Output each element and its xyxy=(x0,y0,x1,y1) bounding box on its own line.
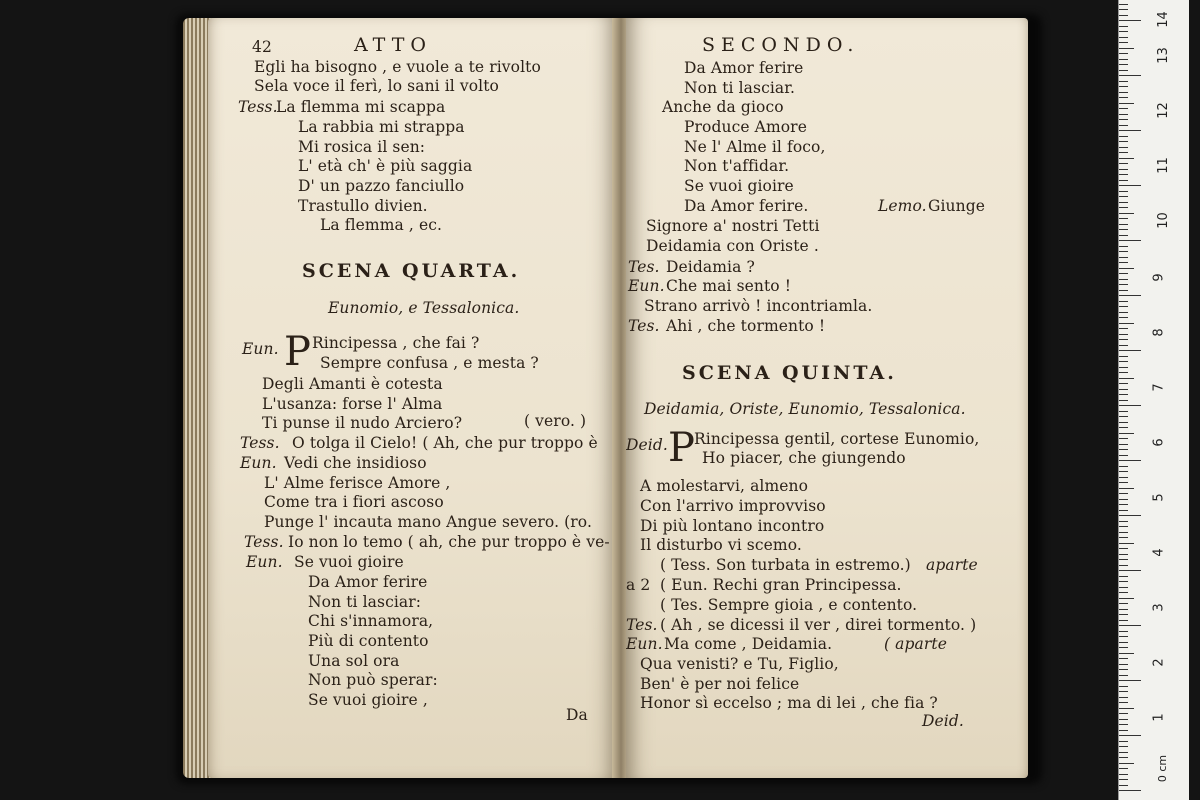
ruler-tick xyxy=(1119,125,1128,126)
ruler-tick xyxy=(1119,768,1128,769)
ruler-tick xyxy=(1119,499,1128,500)
ruler-tick xyxy=(1119,301,1128,302)
left-page xyxy=(208,18,616,778)
ruler-tick xyxy=(1119,427,1128,428)
text-line: ( Tess. Son turbata in estremo.) xyxy=(660,556,911,574)
text-line: Honor sì eccelso ; ma di lei , che fia ? xyxy=(640,694,938,712)
scene-persons: Deidamia, Oriste, Eunomio, Tessalonica. xyxy=(644,400,966,418)
ruler-tick xyxy=(1119,196,1128,197)
speaker-name: Eun. xyxy=(240,454,277,472)
catchword: Deid. xyxy=(922,712,964,730)
ruler-tick xyxy=(1119,174,1128,175)
text-line: Se vuoi gioire xyxy=(294,553,404,571)
speaker-name: Tess. xyxy=(240,434,280,452)
ruler-tick xyxy=(1119,592,1128,593)
ruler-tick xyxy=(1119,136,1128,137)
text-line: La rabbia mi strappa xyxy=(298,118,465,136)
text-line: Signore a' nostri Tetti xyxy=(646,217,820,235)
ruler-tick xyxy=(1119,53,1128,54)
ruler-tick xyxy=(1119,48,1134,49)
ruler-number: 13 xyxy=(1155,47,1171,64)
text-line: O tolga il Cielo! ( Ah, che pur troppo è xyxy=(292,434,598,452)
ruler-tick xyxy=(1119,213,1134,214)
text-line: Deidamia ? xyxy=(666,258,755,276)
ruler-tick xyxy=(1119,471,1128,472)
text-line: Di più lontano incontro xyxy=(640,517,825,535)
ruler-tick xyxy=(1119,224,1128,225)
ruler-tick xyxy=(1119,31,1128,32)
ruler-unit: 0 cm xyxy=(1156,754,1170,783)
ruler-tick xyxy=(1119,664,1128,665)
ruler-tick xyxy=(1119,746,1128,747)
ruler-tick xyxy=(1119,510,1128,511)
running-head: SECONDO. xyxy=(702,34,860,56)
text-line: Ne l' Alme il foco, xyxy=(684,138,826,156)
ruler-tick xyxy=(1119,537,1128,538)
text-line: Ti punse il nudo Arciero? xyxy=(262,414,463,432)
ruler-tick xyxy=(1119,64,1128,65)
ruler-tick xyxy=(1119,614,1128,615)
ruler-tick xyxy=(1119,290,1128,291)
ruler-tick xyxy=(1119,504,1128,505)
ruler-tick xyxy=(1119,262,1128,263)
ruler-tick xyxy=(1119,702,1128,703)
aside-note: ( vero. ) xyxy=(524,412,587,430)
ruler-tick xyxy=(1119,86,1128,87)
text-line: Non ti lasciar: xyxy=(308,593,422,611)
ruler-number: 12 xyxy=(1155,102,1171,119)
ruler-tick xyxy=(1119,240,1141,241)
text-line: Rincipessa gentil, cortese Eunomio, xyxy=(694,430,980,448)
text-line: Strano arrivò ! incontriamla. xyxy=(644,297,873,315)
ruler-tick xyxy=(1119,548,1128,549)
speaker-name: Eun. xyxy=(242,340,279,358)
ruler-tick xyxy=(1119,493,1128,494)
ruler-tick xyxy=(1119,521,1128,522)
text-line: Sela voce il ferì, lo sani il volto xyxy=(254,77,499,95)
ruler-tick xyxy=(1119,565,1128,566)
text-line: Io non lo temo ( ah, che pur troppo è ve- xyxy=(288,533,610,551)
ruler-tick xyxy=(1119,554,1128,555)
text-line: Se vuoi gioire , xyxy=(308,691,428,709)
ruler-tick xyxy=(1119,185,1141,186)
ruler-tick xyxy=(1119,378,1134,379)
text-line: Produce Amore xyxy=(684,118,807,136)
ruler-tick xyxy=(1119,312,1128,313)
ruler-tick xyxy=(1119,218,1128,219)
measurement-ruler xyxy=(1118,0,1189,800)
ruler-tick xyxy=(1119,526,1128,527)
ruler-tick xyxy=(1119,317,1128,318)
text-line: L' età ch' è più saggia xyxy=(298,157,473,175)
ruler-tick xyxy=(1119,284,1128,285)
ruler-number: 14 xyxy=(1155,11,1171,28)
ruler-number: 8 xyxy=(1151,328,1167,337)
ruler-tick xyxy=(1119,273,1128,274)
ruler-tick xyxy=(1119,658,1128,659)
text-line: Come tra i fiori ascoso xyxy=(264,493,444,511)
ruler-tick xyxy=(1119,158,1134,159)
speaker-name: Deid. xyxy=(626,436,668,454)
ruler-tick xyxy=(1119,130,1141,131)
text-line: L'usanza: forse l' Alma xyxy=(262,395,443,413)
text-line: Non può sperar: xyxy=(308,671,438,689)
text-line: Con l'arrivo improvviso xyxy=(640,497,826,515)
ruler-tick xyxy=(1119,26,1128,27)
ruler-tick xyxy=(1119,691,1128,692)
drop-capital: P xyxy=(668,425,696,471)
text-line: Il disturbo vi scemo. xyxy=(640,536,802,554)
ruler-tick xyxy=(1119,246,1128,247)
ruler-number: 2 xyxy=(1151,658,1167,667)
ruler-tick xyxy=(1119,642,1128,643)
text-line: Egli ha bisogno , e vuole a te rivolto xyxy=(254,58,541,76)
ruler-tick xyxy=(1119,752,1128,753)
text-line: Ahi , che tormento ! xyxy=(666,317,826,335)
ruler-number: 11 xyxy=(1155,157,1171,174)
ruler-tick xyxy=(1119,42,1128,43)
ruler-tick xyxy=(1119,147,1128,148)
aside-note: aparte xyxy=(926,556,978,574)
ruler-number: 7 xyxy=(1151,383,1167,392)
ruler-tick xyxy=(1119,724,1128,725)
ruler-tick xyxy=(1119,323,1134,324)
speaker-name: Eun. xyxy=(246,553,283,571)
text-line: Anche da gioco xyxy=(662,98,784,116)
ruler-tick xyxy=(1119,9,1128,10)
ruler-tick xyxy=(1119,119,1128,120)
ruler-tick xyxy=(1119,257,1128,258)
ruler-tick xyxy=(1119,152,1128,153)
ruler-tick xyxy=(1119,15,1128,16)
text-line: Sempre confusa , e mesta ? xyxy=(320,354,539,372)
ruler-number: 4 xyxy=(1151,548,1167,557)
text-line: L' Alme ferisce Amore , xyxy=(264,474,451,492)
ruler-tick xyxy=(1119,20,1141,21)
ruler-number: 10 xyxy=(1155,212,1171,229)
speaker-name: Tes. xyxy=(628,317,660,335)
ruler-tick xyxy=(1119,680,1141,681)
ruler-tick xyxy=(1119,779,1128,780)
ruler-tick xyxy=(1119,466,1128,467)
ruler-tick xyxy=(1119,587,1128,588)
ruler-tick xyxy=(1119,422,1128,423)
ruler-tick xyxy=(1119,235,1128,236)
ruler-tick xyxy=(1119,180,1128,181)
ruler-tick xyxy=(1119,735,1141,736)
ruler-tick xyxy=(1119,757,1128,758)
text-line: ( Tes. Sempre gioia , e contento. xyxy=(660,596,918,614)
ruler-tick xyxy=(1119,449,1128,450)
speaker-name: Tes. xyxy=(626,616,658,634)
ruler-tick xyxy=(1119,719,1128,720)
ruler-tick xyxy=(1119,444,1128,445)
ruler-tick xyxy=(1119,92,1128,93)
ruler-tick xyxy=(1119,103,1134,104)
ruler-tick xyxy=(1119,477,1128,478)
speaker-name: Tess. xyxy=(238,98,278,116)
ruler-tick xyxy=(1119,488,1134,489)
ruler-tick xyxy=(1119,647,1128,648)
ruler-tick xyxy=(1119,708,1134,709)
catchword: Da xyxy=(566,706,588,724)
text-line: Mi rosica il sen: xyxy=(298,138,426,156)
ruler-tick xyxy=(1119,339,1128,340)
ruler-tick xyxy=(1119,108,1128,109)
ruler-tick xyxy=(1119,609,1128,610)
text-line: Non ti lasciar. xyxy=(684,79,796,97)
ruler-tick xyxy=(1119,559,1128,560)
ruler-tick xyxy=(1119,202,1128,203)
drop-capital: P xyxy=(284,329,312,375)
scene-persons: Eunomio, e Tessalonica. xyxy=(328,299,520,317)
ruler-tick xyxy=(1119,114,1128,115)
ruler-tick xyxy=(1119,328,1128,329)
text-line: Degli Amanti è cotesta xyxy=(262,375,443,393)
ruler-tick xyxy=(1119,532,1128,533)
ruler-tick xyxy=(1119,141,1128,142)
ruler-tick xyxy=(1119,603,1128,604)
ruler-tick xyxy=(1119,730,1128,731)
ruler-tick xyxy=(1119,438,1128,439)
ruler-tick xyxy=(1119,163,1128,164)
text-line: D' un pazzo fanciullo xyxy=(298,177,465,195)
right-page xyxy=(626,18,1028,778)
aside-note: ( aparte xyxy=(884,635,947,653)
text-line: Da Amor ferire xyxy=(308,573,428,591)
text-line: ( Ah , se dicessi il ver , direi tormento. ) xyxy=(660,616,977,634)
ruler-tick xyxy=(1119,570,1141,571)
ruler-tick xyxy=(1119,37,1128,38)
ruler-tick xyxy=(1119,636,1128,637)
ruler-tick xyxy=(1119,620,1128,621)
ruler-tick xyxy=(1119,169,1128,170)
text-line: Se vuoi gioire xyxy=(684,177,794,195)
ruler-tick xyxy=(1119,790,1141,791)
ruler-tick xyxy=(1119,207,1128,208)
text-line: Giunge xyxy=(928,197,985,215)
ruler-tick xyxy=(1119,411,1128,412)
text-line: Rincipessa , che fai ? xyxy=(312,334,480,352)
ruler-tick xyxy=(1119,697,1128,698)
speaker-name: Tes. xyxy=(628,258,660,276)
ruler-tick xyxy=(1119,4,1128,5)
ruler-tick xyxy=(1119,394,1128,395)
a2-marker: a 2 xyxy=(626,576,651,594)
ruler-tick xyxy=(1119,675,1128,676)
text-line: Qua venisti? e Tu, Figlio, xyxy=(640,655,839,673)
ruler-number: 9 xyxy=(1151,273,1167,282)
ruler-tick xyxy=(1119,400,1128,401)
running-head: ATTO xyxy=(354,34,432,56)
text-line: Che mai sento ! xyxy=(666,277,792,295)
ruler-tick xyxy=(1119,306,1128,307)
ruler-tick xyxy=(1119,97,1128,98)
ruler-tick xyxy=(1119,251,1128,252)
text-line: Ben' è per noi felice xyxy=(640,675,800,693)
ruler-tick xyxy=(1119,389,1128,390)
ruler-tick xyxy=(1119,295,1141,296)
ruler-tick xyxy=(1119,356,1128,357)
ruler-tick xyxy=(1119,625,1141,626)
ruler-tick xyxy=(1119,345,1128,346)
speaker-name: Lemo. xyxy=(878,197,927,215)
text-line: Ho piacer, che giungendo xyxy=(702,449,906,467)
ruler-tick xyxy=(1119,279,1128,280)
ruler-tick xyxy=(1119,576,1128,577)
text-line: Punge l' incauta mano Angue severo. (ro. xyxy=(264,513,592,531)
text-line: A molestarvi, almeno xyxy=(640,477,809,495)
text-line: ( Eun. Rechi gran Principessa. xyxy=(660,576,902,594)
ruler-tick xyxy=(1119,59,1128,60)
text-line: Una sol ora xyxy=(308,652,400,670)
text-line: La flemma , ec. xyxy=(320,216,443,234)
ruler-number: 3 xyxy=(1151,603,1167,612)
ruler-number: 5 xyxy=(1151,493,1167,502)
text-line: Non t'affidar. xyxy=(684,157,790,175)
ruler-tick xyxy=(1119,81,1128,82)
ruler-tick xyxy=(1119,713,1128,714)
ruler-tick xyxy=(1119,383,1128,384)
text-line: Vedi che insidioso xyxy=(284,454,427,472)
ruler-tick xyxy=(1119,433,1134,434)
speaker-name: Eun. xyxy=(628,277,665,295)
ruler-tick xyxy=(1119,686,1128,687)
text-line: La flemma mi scappa xyxy=(276,98,446,116)
ruler-tick xyxy=(1119,229,1128,230)
ruler-tick xyxy=(1119,455,1128,456)
text-line: Deidamia con Oriste . xyxy=(646,237,819,255)
scene-title: SCENA QUINTA. xyxy=(682,362,897,384)
ruler-tick xyxy=(1119,763,1134,764)
ruler-tick xyxy=(1119,334,1128,335)
ruler-number: 1 xyxy=(1151,713,1167,722)
ruler-tick xyxy=(1119,482,1128,483)
scene-title: SCENA QUARTA. xyxy=(302,260,521,282)
ruler-tick xyxy=(1119,268,1134,269)
text-line: Ma come , Deidamia. xyxy=(664,635,833,653)
ruler-tick xyxy=(1119,515,1141,516)
speaker-name: Tess. xyxy=(244,533,284,551)
page-number: 42 xyxy=(252,38,272,56)
ruler-tick xyxy=(1119,741,1128,742)
ruler-tick xyxy=(1119,75,1141,76)
ruler-tick xyxy=(1119,361,1128,362)
ruler-tick xyxy=(1119,543,1134,544)
ruler-tick xyxy=(1119,669,1128,670)
ruler-tick xyxy=(1119,785,1128,786)
text-line: Più di contento xyxy=(308,632,429,650)
ruler-tick xyxy=(1119,631,1128,632)
text-line: Da Amor ferire xyxy=(684,59,804,77)
speaker-name: Eun. xyxy=(626,635,663,653)
text-line: Da Amor ferire. xyxy=(684,197,809,215)
ruler-number: 6 xyxy=(1151,438,1167,447)
ruler-tick xyxy=(1119,191,1128,192)
ruler-tick xyxy=(1119,70,1128,71)
text-line: Chi s'innamora, xyxy=(308,612,434,630)
ruler-tick xyxy=(1119,581,1128,582)
ruler-tick xyxy=(1119,416,1128,417)
ruler-tick xyxy=(1119,653,1134,654)
ruler-tick xyxy=(1119,598,1134,599)
ruler-tick xyxy=(1119,774,1128,775)
ruler-tick xyxy=(1119,405,1141,406)
ruler-tick xyxy=(1119,460,1141,461)
ruler-tick xyxy=(1119,350,1141,351)
text-line: Trastullo divien. xyxy=(298,197,428,215)
ruler-tick xyxy=(1119,372,1128,373)
ruler-tick xyxy=(1119,367,1128,368)
